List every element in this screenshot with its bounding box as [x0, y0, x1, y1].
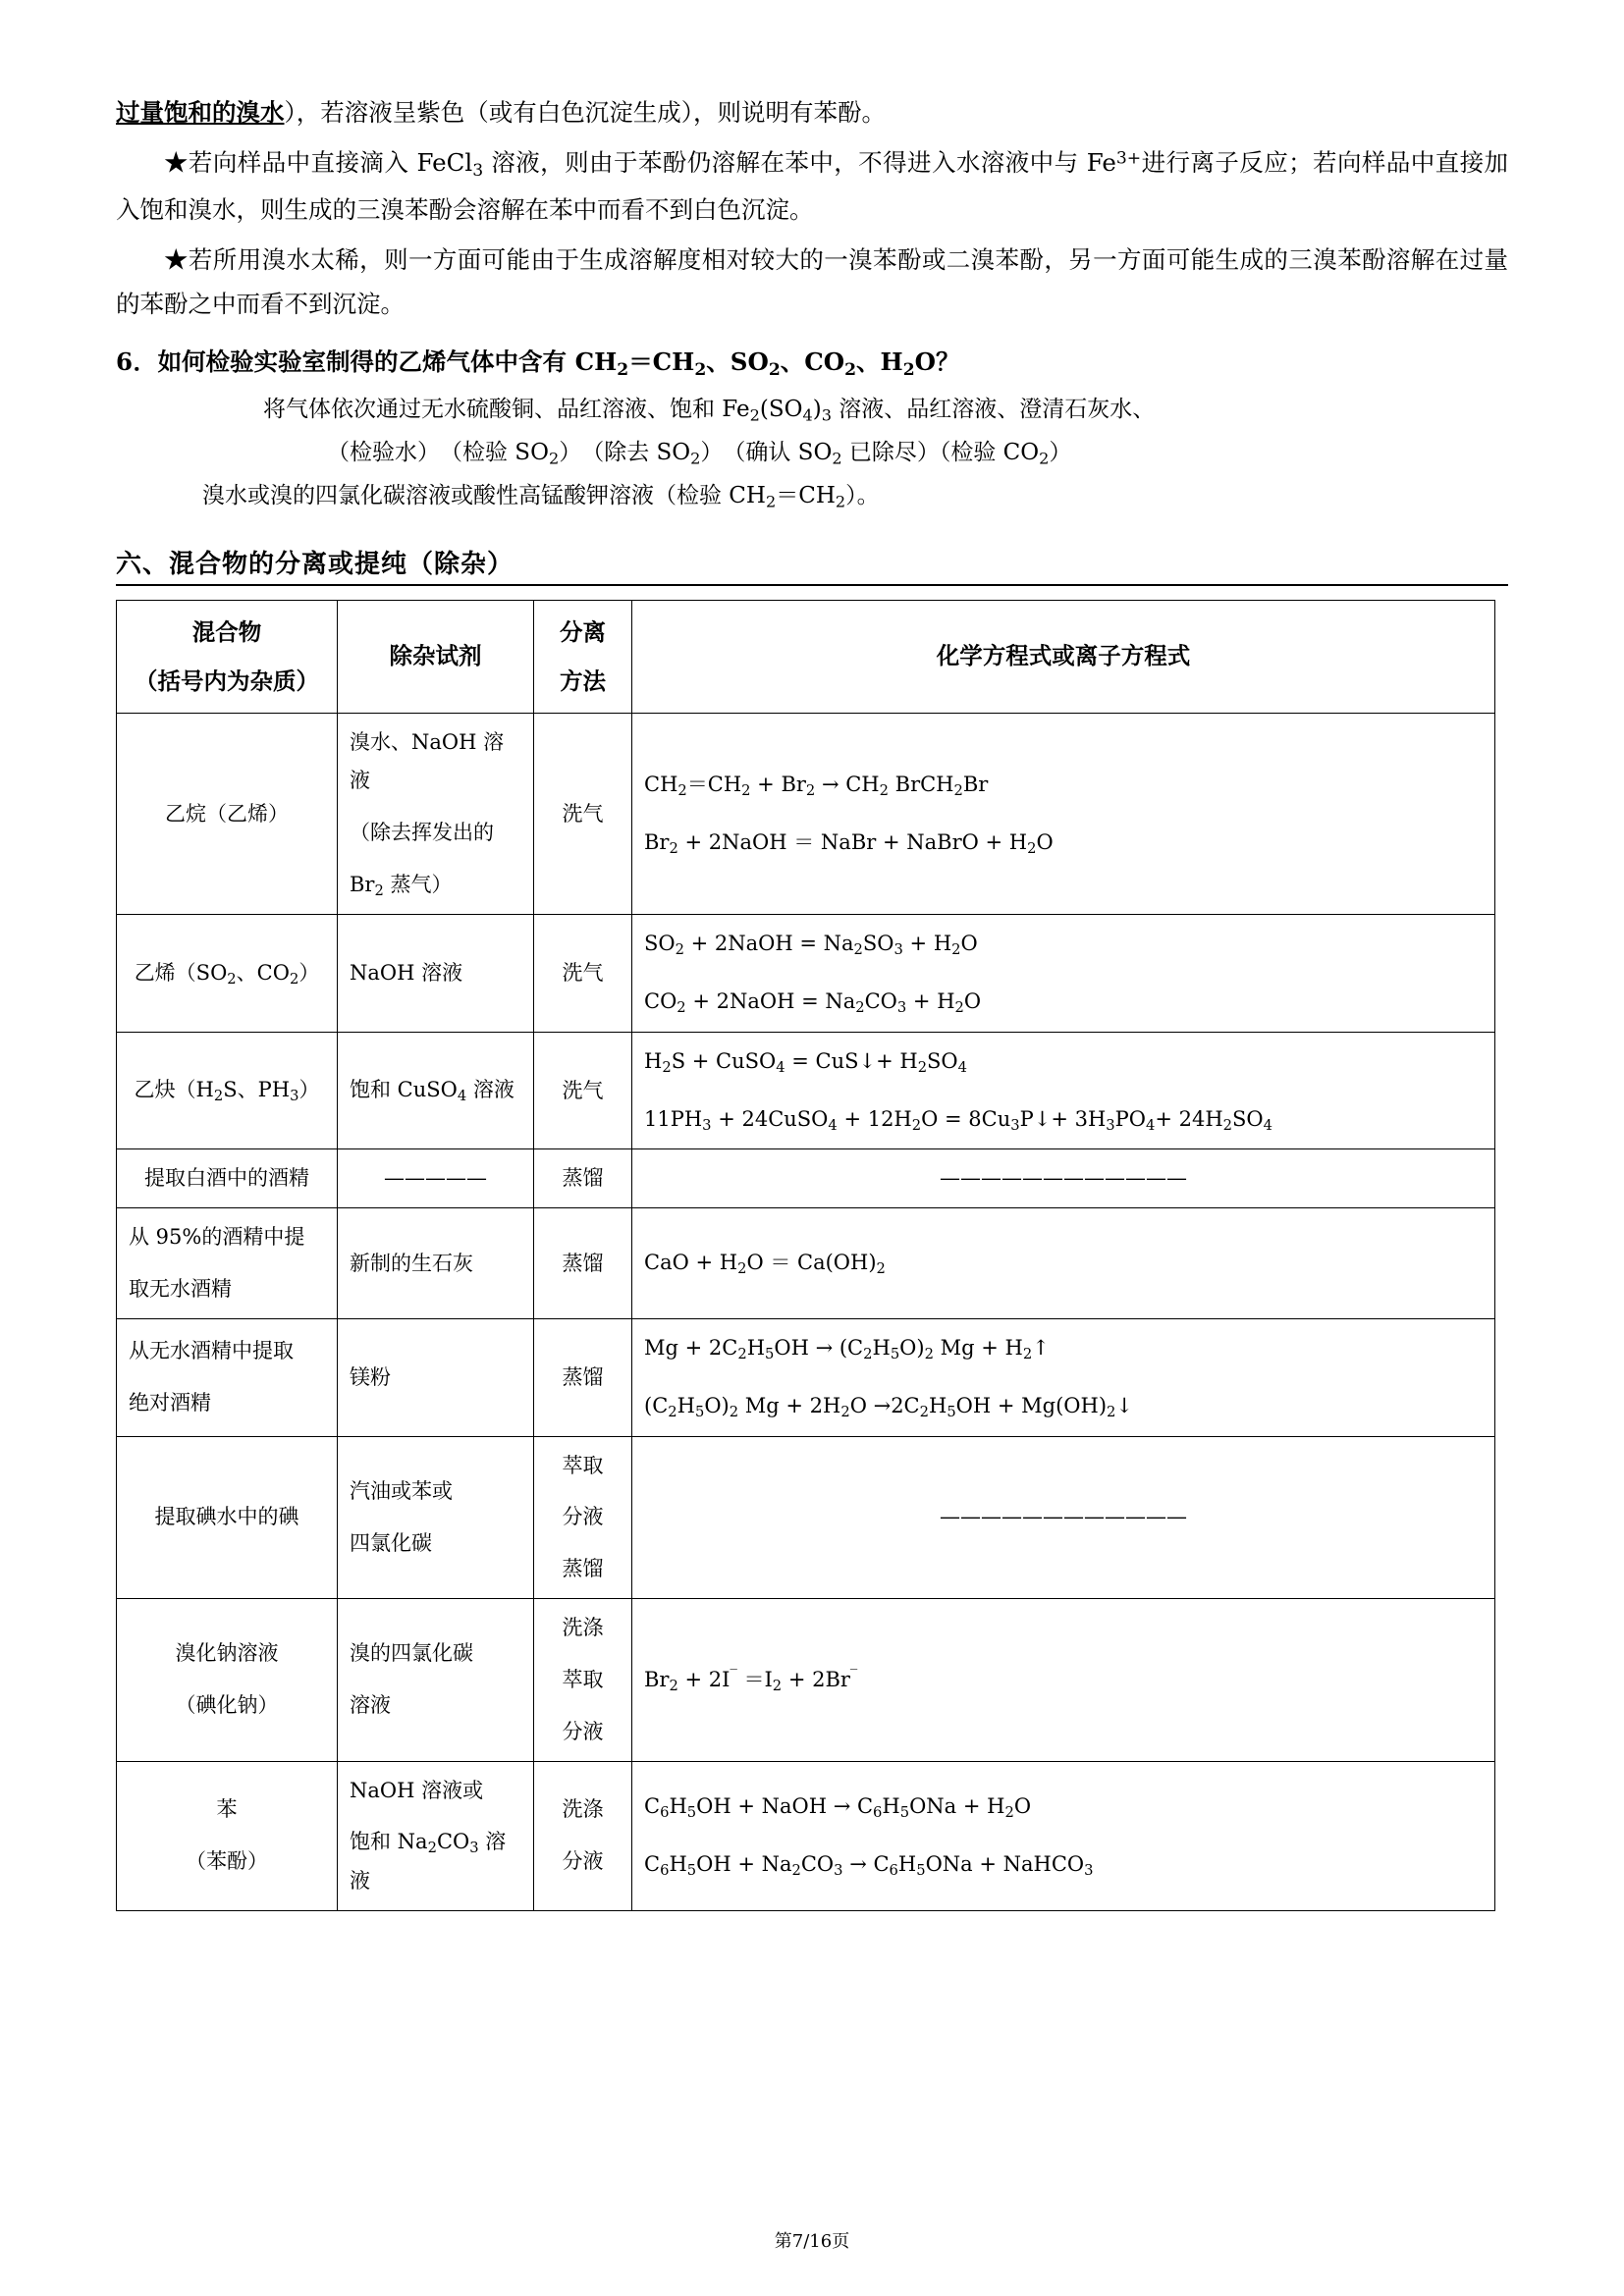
header-mixture	[117, 600, 338, 714]
table-row	[117, 1761, 1495, 1910]
answer-6-line-3: 溴水或溴的四氯化碳溶液或酸性高锰酸钾溶液（检验 $CH_2=CH_2$）。	[202, 482, 880, 511]
cell-reagent: 溴水、NaOH 溶液 （除去挥发出的 $Br_2$ 蒸气）	[338, 714, 534, 915]
table-row	[117, 1318, 1495, 1436]
cell-equation: $H_2S$ + CuSO$_4$ = CuS↓+ $H_2SO_4$ $11PH_3$ + 24CuSO$_4$ + $12H_2O$ = $8Cu_3P↓+ 3H_3PO_4+ 24H_2SO_4$	[632, 1032, 1495, 1149]
cell-equation: $Mg + 2C_2H_5OH \to (C_2H_5O)_2$ $Mg + H_2↑$ $(C_2H_5O)_2$ $Mg + 2H_2O \to 2C_2H_5OH$ + $Mg(OH)_2↓$	[632, 1318, 1495, 1436]
cell-mixture: 提取碘水中的碘	[117, 1436, 338, 1599]
header-reagent-line1: 除杂试剂	[389, 642, 482, 670]
cell-mixture: 提取白酒中的酒精	[117, 1149, 338, 1208]
question-6-number: 6．	[116, 347, 158, 376]
cell-mixture: 溴化钠溶液 （碘化钠）	[117, 1599, 338, 1762]
cell-mixture: 乙烷（乙烯）	[117, 714, 338, 915]
answer-6-line-1: 将气体依次通过无水硫酸铜、品红溶液、饱和 $Fe_2(SO_4)_3$ 溶液、品红溶液、澄清石灰水、	[263, 397, 1156, 425]
header-reagent	[338, 600, 534, 714]
cell-reagent: NaOH 溶液或 饱和 $Na_2CO_3$ 溶液	[338, 1761, 534, 1910]
paragraph-star-1: ★若向样品中直接滴入 FeCl$_3$ 溶液，则由于苯酚仍溶解在苯中，不得进入水溶液中与 $Fe^{3+}$进行离子反应；若向样品中直接加入饱和溴水，则生成的三溴苯酚会溶解在苯中而看不到白色沉淀。	[116, 148, 1509, 224]
cell-equation: $Br_2 + 2I^‾ =I_2 + 2Br^‾$	[632, 1599, 1495, 1762]
header-method	[534, 600, 632, 714]
cell-equation: $SO_2$ + 2NaOH = $Na_2SO_3 + H_2O$ $CO_2$ + 2NaOH = $Na_2CO_3 + H_2O$	[632, 915, 1495, 1033]
table-row	[117, 1149, 1495, 1208]
paragraph-rest: ），若溶液呈紫色（或有白色沉淀生成），则说明有苯酚。	[284, 98, 886, 127]
cell-reagent: NaOH 溶液	[338, 915, 534, 1033]
cell-reagent: —————	[338, 1149, 534, 1208]
cell-mixture: 苯 （苯酚）	[117, 1761, 338, 1910]
cell-mixture: 从无水酒精中提取 绝对酒精	[117, 1318, 338, 1436]
table-row	[117, 1599, 1495, 1762]
cell-method: 蒸馏	[534, 1208, 632, 1319]
page-footer	[0, 2227, 1624, 2253]
question-6-text: 如何检验实验室制得的乙烯气体中含有 $CH_2=CH_2$、$SO_2$、$CO_2$、$H_2O$？	[157, 347, 960, 380]
cell-reagent: 溴的四氯化碳 溶液	[338, 1599, 534, 1762]
cell-mixture: 乙烯（$SO_2$、$CO_2$）	[117, 915, 338, 1033]
cell-reagent: 镁粉	[338, 1318, 534, 1436]
cell-method: 蒸馏	[534, 1318, 632, 1436]
cell-mixture: 从 95%的酒精中提 取无水酒精	[117, 1208, 338, 1319]
cell-equation: $CH_2=CH_2 + Br_2 \to CH_2$ BrCH$_2$Br $Br_2$ + 2NaOH ＝ NaBr + NaBrO + $H_2O$	[632, 714, 1495, 915]
header-mixture-line2: （括号内为杂质）	[135, 667, 319, 695]
cell-reagent: 汽油或苯或 四氯化碳	[338, 1436, 534, 1599]
purification-table	[116, 600, 1495, 1911]
page-number: 第7/16页	[774, 2231, 850, 2252]
section-heading	[116, 544, 1508, 586]
table-header-row	[117, 600, 1495, 714]
table-row	[117, 1436, 1495, 1599]
header-mixture-line1: 混合物	[191, 617, 262, 646]
question-6	[116, 341, 1508, 386]
cell-method: 洗涤 萃取 分液	[534, 1599, 632, 1762]
cell-mixture: 乙炔（$H_2S$、$PH_3$）	[117, 1032, 338, 1149]
header-equation-line1: 化学方程式或离子方程式	[936, 642, 1191, 670]
header-method-line1: 分离	[560, 617, 606, 646]
cell-equation: ————————————	[632, 1436, 1495, 1599]
cell-method: 萃取 分液 蒸馏	[534, 1436, 632, 1599]
table-row	[117, 714, 1495, 915]
cell-reagent: 饱和 CuSO$_4$ 溶液	[338, 1032, 534, 1149]
paragraph-continuation	[116, 90, 1508, 134]
section-heading-text: 六、混合物的分离或提纯（除杂）	[116, 549, 514, 579]
cell-reagent: 新制的生石灰	[338, 1208, 534, 1319]
answer-6-line-2: （检验水） （检验 $SO_2$） （除去 $SO_2$） （确认 $SO_2$ 已除尽）（检验 $CO_2$）	[327, 440, 1072, 468]
cell-method: 洗气	[534, 1032, 632, 1149]
cell-equation: $C_6H_5OH$ + NaOH → $C_6H_5ONa + H_2O$ $C_6H_5OH + Na_2CO_3 \to C_6H_5ONa$ + NaHCO$_3$	[632, 1761, 1495, 1910]
paragraph-bold-underline: 过量饱和的溴水	[116, 98, 285, 127]
cell-method: 洗气	[534, 915, 632, 1033]
cell-method: 洗涤 分液	[534, 1761, 632, 1910]
cell-method: 蒸馏	[534, 1149, 632, 1208]
table-row	[117, 915, 1495, 1033]
table-row	[117, 1208, 1495, 1319]
table-row	[117, 1032, 1495, 1149]
cell-method: 洗气	[534, 714, 632, 915]
cell-equation: ————————————	[632, 1149, 1495, 1208]
header-equation	[632, 600, 1495, 714]
header-method-line2: 方法	[560, 667, 606, 695]
cell-equation: CaO + $H_2O = Ca(OH)_2$	[632, 1208, 1495, 1319]
paragraph-star-2: ★若所用溴水太稀，则一方面可能由于生成溶解度相对较大的一溴苯酚或二溴苯酚，另一方面可能生成的三溴苯酚溶解在过量的苯酚之中而看不到沉淀。	[116, 245, 1508, 319]
